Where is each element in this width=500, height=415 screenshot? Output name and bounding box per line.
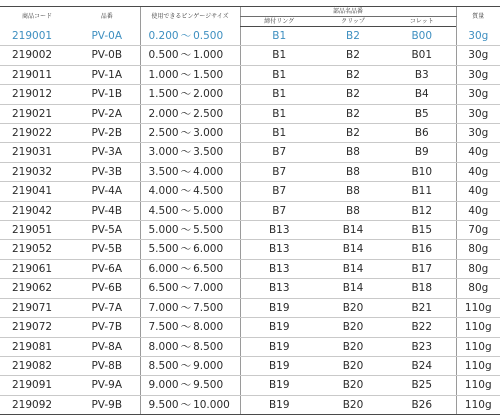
cell-mass: 110g xyxy=(456,337,500,356)
range-from: 5.000 xyxy=(148,224,179,237)
cell-pin-gauge-range xyxy=(140,298,240,317)
cell-pin-gauge-range xyxy=(140,376,240,395)
range-separator: ～ xyxy=(180,165,192,178)
cell-clip: B2 xyxy=(318,27,388,46)
cell-clip: B2 xyxy=(318,46,388,65)
cell-product-code: 219022 xyxy=(0,124,74,143)
cell-part-number: PV-8B xyxy=(74,356,140,375)
cell-collet: B17 xyxy=(388,259,456,278)
cell-mass: 80g xyxy=(456,259,500,278)
cell-pin-gauge-range xyxy=(140,240,240,259)
range-separator: ～ xyxy=(180,321,192,334)
header-mass: 質量 xyxy=(456,7,500,27)
cell-tightening-ring: B1 xyxy=(240,124,318,143)
cell-part-number: PV-2B xyxy=(74,124,140,143)
cell-product-code: 219012 xyxy=(0,85,74,104)
range-to: 9.500 xyxy=(193,379,224,392)
table-row xyxy=(0,221,500,240)
range-separator: ～ xyxy=(180,398,192,411)
cell-part-number: PV-6B xyxy=(74,279,140,298)
range-to: 6.000 xyxy=(193,243,224,256)
cell-tightening-ring: B19 xyxy=(240,376,318,395)
cell-tightening-ring: B1 xyxy=(240,46,318,65)
range-from: 6.000 xyxy=(148,262,179,275)
range-separator: ～ xyxy=(180,379,192,392)
cell-collet: B15 xyxy=(388,221,456,240)
cell-part-number: PV-6A xyxy=(74,259,140,278)
cell-collet: B10 xyxy=(388,162,456,181)
cell-mass: 30g xyxy=(456,104,500,123)
cell-product-code: 219042 xyxy=(0,201,74,220)
cell-tightening-ring: B19 xyxy=(240,298,318,317)
product-spec-table xyxy=(0,6,500,415)
header-product-code: 商品コード xyxy=(0,7,74,27)
range-from: 4.000 xyxy=(148,185,179,198)
table-row xyxy=(0,85,500,104)
cell-part-number: PV-9A xyxy=(74,376,140,395)
cell-mass: 110g xyxy=(456,356,500,375)
cell-clip: B2 xyxy=(318,124,388,143)
table-row xyxy=(0,27,500,46)
cell-product-code: 219062 xyxy=(0,279,74,298)
range-from: 4.500 xyxy=(148,204,179,217)
cell-collet: B6 xyxy=(388,124,456,143)
table-row xyxy=(0,201,500,220)
range-from: 8.500 xyxy=(148,359,179,372)
cell-mass: 110g xyxy=(456,376,500,395)
cell-pin-gauge-range xyxy=(140,85,240,104)
cell-part-number: PV-7B xyxy=(74,318,140,337)
cell-pin-gauge-range xyxy=(140,162,240,181)
cell-clip: B14 xyxy=(318,259,388,278)
cell-product-code: 219011 xyxy=(0,65,74,84)
table-row xyxy=(0,143,500,162)
cell-collet: B5 xyxy=(388,104,456,123)
cell-product-code: 219061 xyxy=(0,259,74,278)
range-to: 10.000 xyxy=(193,398,230,411)
range-from: 5.500 xyxy=(148,243,179,256)
range-to: 9.000 xyxy=(193,359,224,372)
range-from: 3.500 xyxy=(148,165,179,178)
range-from: 1.500 xyxy=(148,88,179,101)
range-to: 0.500 xyxy=(193,29,224,42)
cell-product-code: 219051 xyxy=(0,221,74,240)
cell-tightening-ring: B1 xyxy=(240,27,318,46)
table-row xyxy=(0,259,500,278)
cell-pin-gauge-range xyxy=(140,201,240,220)
cell-collet: B12 xyxy=(388,201,456,220)
cell-collet: B21 xyxy=(388,298,456,317)
cell-clip: B20 xyxy=(318,395,388,414)
table-row xyxy=(0,395,500,414)
cell-pin-gauge-range xyxy=(140,104,240,123)
cell-clip: B8 xyxy=(318,162,388,181)
cell-product-code: 219052 xyxy=(0,240,74,259)
cell-tightening-ring: B7 xyxy=(240,162,318,181)
table-row xyxy=(0,104,500,123)
cell-pin-gauge-range xyxy=(140,27,240,46)
cell-clip: B14 xyxy=(318,221,388,240)
range-separator: ～ xyxy=(180,243,192,256)
cell-clip: B8 xyxy=(318,201,388,220)
cell-collet: B18 xyxy=(388,279,456,298)
range-from: 1.000 xyxy=(148,68,179,81)
range-separator: ～ xyxy=(180,359,192,372)
range-separator: ～ xyxy=(180,107,192,120)
range-separator: ～ xyxy=(180,224,192,237)
table-row xyxy=(0,182,500,201)
cell-tightening-ring: B1 xyxy=(240,104,318,123)
cell-clip: B20 xyxy=(318,376,388,395)
cell-clip: B20 xyxy=(318,337,388,356)
cell-tightening-ring: B19 xyxy=(240,395,318,414)
cell-part-number: PV-3A xyxy=(74,143,140,162)
header-clip: クリップ xyxy=(318,17,388,27)
table-row xyxy=(0,337,500,356)
cell-tightening-ring: B1 xyxy=(240,65,318,84)
range-to: 1.000 xyxy=(193,49,224,62)
header-pin-gauge-range: 使用できるピンゲージサイズ xyxy=(140,7,240,27)
range-separator: ～ xyxy=(180,204,192,217)
cell-pin-gauge-range xyxy=(140,337,240,356)
cell-mass: 70g xyxy=(456,221,500,240)
cell-tightening-ring: B13 xyxy=(240,221,318,240)
range-to: 4.500 xyxy=(193,185,224,198)
cell-collet: B24 xyxy=(388,356,456,375)
table-body xyxy=(0,27,500,415)
cell-clip: B20 xyxy=(318,356,388,375)
table-row xyxy=(0,356,500,375)
range-separator: ～ xyxy=(180,49,192,62)
cell-mass: 110g xyxy=(456,298,500,317)
cell-clip: B8 xyxy=(318,143,388,162)
cell-part-number: PV-5B xyxy=(74,240,140,259)
table-row xyxy=(0,124,500,143)
header-component-parts: 部品名品番 xyxy=(240,7,456,17)
cell-pin-gauge-range xyxy=(140,65,240,84)
cell-collet: B25 xyxy=(388,376,456,395)
cell-tightening-ring: B13 xyxy=(240,240,318,259)
cell-collet: B4 xyxy=(388,85,456,104)
cell-collet: B16 xyxy=(388,240,456,259)
cell-clip: B2 xyxy=(318,65,388,84)
cell-mass: 40g xyxy=(456,201,500,220)
table-row xyxy=(0,318,500,337)
range-from: 0.200 xyxy=(148,29,179,42)
range-to: 3.000 xyxy=(193,127,224,140)
cell-tightening-ring: B7 xyxy=(240,182,318,201)
range-to: 3.500 xyxy=(193,146,224,159)
cell-part-number: PV-2A xyxy=(74,104,140,123)
cell-part-number: PV-3B xyxy=(74,162,140,181)
cell-tightening-ring: B7 xyxy=(240,201,318,220)
range-separator: ～ xyxy=(180,88,192,101)
range-to: 8.500 xyxy=(193,340,224,353)
table-row xyxy=(0,65,500,84)
cell-clip: B20 xyxy=(318,318,388,337)
range-from: 2.500 xyxy=(148,127,179,140)
table-row xyxy=(0,279,500,298)
range-to: 1.500 xyxy=(193,68,224,81)
table-row xyxy=(0,240,500,259)
cell-part-number: PV-9B xyxy=(74,395,140,414)
range-to: 7.500 xyxy=(193,301,224,314)
range-from: 8.000 xyxy=(148,340,179,353)
cell-pin-gauge-range xyxy=(140,182,240,201)
cell-tightening-ring: B19 xyxy=(240,356,318,375)
range-to: 5.000 xyxy=(193,204,224,217)
cell-product-code: 219041 xyxy=(0,182,74,201)
range-to: 2.500 xyxy=(193,107,224,120)
table-row xyxy=(0,162,500,181)
range-to: 4.000 xyxy=(193,165,224,178)
range-separator: ～ xyxy=(180,185,192,198)
cell-part-number: PV-5A xyxy=(74,221,140,240)
cell-product-code: 219082 xyxy=(0,356,74,375)
cell-mass: 40g xyxy=(456,182,500,201)
cell-product-code: 219021 xyxy=(0,104,74,123)
range-to: 7.000 xyxy=(193,282,224,295)
range-to: 8.000 xyxy=(193,321,224,334)
range-from: 2.000 xyxy=(148,107,179,120)
table-header xyxy=(0,7,500,27)
cell-part-number: PV-7A xyxy=(74,298,140,317)
range-separator: ～ xyxy=(180,262,192,275)
cell-mass: 30g xyxy=(456,46,500,65)
cell-product-code: 219031 xyxy=(0,143,74,162)
cell-mass: 110g xyxy=(456,395,500,414)
range-separator: ～ xyxy=(180,68,192,81)
range-separator: ～ xyxy=(180,282,192,295)
range-from: 9.000 xyxy=(148,379,179,392)
cell-collet: B22 xyxy=(388,318,456,337)
cell-clip: B2 xyxy=(318,104,388,123)
cell-pin-gauge-range xyxy=(140,279,240,298)
cell-mass: 40g xyxy=(456,143,500,162)
header-part-number: 品番 xyxy=(74,7,140,27)
range-separator: ～ xyxy=(180,29,192,42)
range-from: 3.000 xyxy=(148,146,179,159)
cell-clip: B14 xyxy=(318,240,388,259)
cell-pin-gauge-range xyxy=(140,124,240,143)
cell-clip: B2 xyxy=(318,85,388,104)
cell-product-code: 219032 xyxy=(0,162,74,181)
range-separator: ～ xyxy=(180,340,192,353)
cell-tightening-ring: B19 xyxy=(240,318,318,337)
cell-collet: B3 xyxy=(388,65,456,84)
range-from: 9.500 xyxy=(148,398,179,411)
cell-clip: B8 xyxy=(318,182,388,201)
cell-collet: B00 xyxy=(388,27,456,46)
cell-collet: B26 xyxy=(388,395,456,414)
cell-mass: 30g xyxy=(456,27,500,46)
cell-mass: 30g xyxy=(456,124,500,143)
cell-part-number: PV-4A xyxy=(74,182,140,201)
cell-mass: 30g xyxy=(456,85,500,104)
range-separator: ～ xyxy=(180,146,192,159)
range-from: 7.500 xyxy=(148,321,179,334)
cell-product-code: 219001 xyxy=(0,27,74,46)
cell-product-code: 219002 xyxy=(0,46,74,65)
range-from: 7.000 xyxy=(148,301,179,314)
cell-mass: 80g xyxy=(456,279,500,298)
cell-part-number: PV-0B xyxy=(74,46,140,65)
cell-mass: 40g xyxy=(456,162,500,181)
cell-pin-gauge-range xyxy=(140,221,240,240)
range-from: 6.500 xyxy=(148,282,179,295)
cell-clip: B14 xyxy=(318,279,388,298)
table-row xyxy=(0,46,500,65)
header-collet: コレット xyxy=(388,17,456,27)
cell-pin-gauge-range xyxy=(140,46,240,65)
range-separator: ～ xyxy=(180,301,192,314)
cell-product-code: 219071 xyxy=(0,298,74,317)
cell-pin-gauge-range xyxy=(140,395,240,414)
table-row xyxy=(0,298,500,317)
cell-tightening-ring: B13 xyxy=(240,279,318,298)
table-row xyxy=(0,376,500,395)
cell-part-number: PV-1A xyxy=(74,65,140,84)
cell-part-number: PV-8A xyxy=(74,337,140,356)
cell-part-number: PV-0A xyxy=(74,27,140,46)
cell-tightening-ring: B7 xyxy=(240,143,318,162)
cell-part-number: PV-4B xyxy=(74,201,140,220)
cell-pin-gauge-range xyxy=(140,143,240,162)
cell-product-code: 219092 xyxy=(0,395,74,414)
cell-collet: B23 xyxy=(388,337,456,356)
cell-clip: B20 xyxy=(318,298,388,317)
cell-mass: 80g xyxy=(456,240,500,259)
cell-tightening-ring: B13 xyxy=(240,259,318,278)
cell-mass: 110g xyxy=(456,318,500,337)
cell-tightening-ring: B19 xyxy=(240,337,318,356)
cell-product-code: 219072 xyxy=(0,318,74,337)
cell-product-code: 219091 xyxy=(0,376,74,395)
cell-pin-gauge-range xyxy=(140,318,240,337)
cell-collet: B01 xyxy=(388,46,456,65)
cell-pin-gauge-range xyxy=(140,259,240,278)
cell-collet: B11 xyxy=(388,182,456,201)
cell-product-code: 219081 xyxy=(0,337,74,356)
cell-collet: B9 xyxy=(388,143,456,162)
cell-pin-gauge-range xyxy=(140,356,240,375)
range-to: 5.500 xyxy=(193,224,224,237)
header-tightening-ring: 締付リング xyxy=(240,17,318,27)
cell-part-number: PV-1B xyxy=(74,85,140,104)
range-to: 2.000 xyxy=(193,88,224,101)
range-separator: ～ xyxy=(180,127,192,140)
range-from: 0.500 xyxy=(148,49,179,62)
cell-mass: 30g xyxy=(456,65,500,84)
cell-tightening-ring: B1 xyxy=(240,85,318,104)
range-to: 6.500 xyxy=(193,262,224,275)
